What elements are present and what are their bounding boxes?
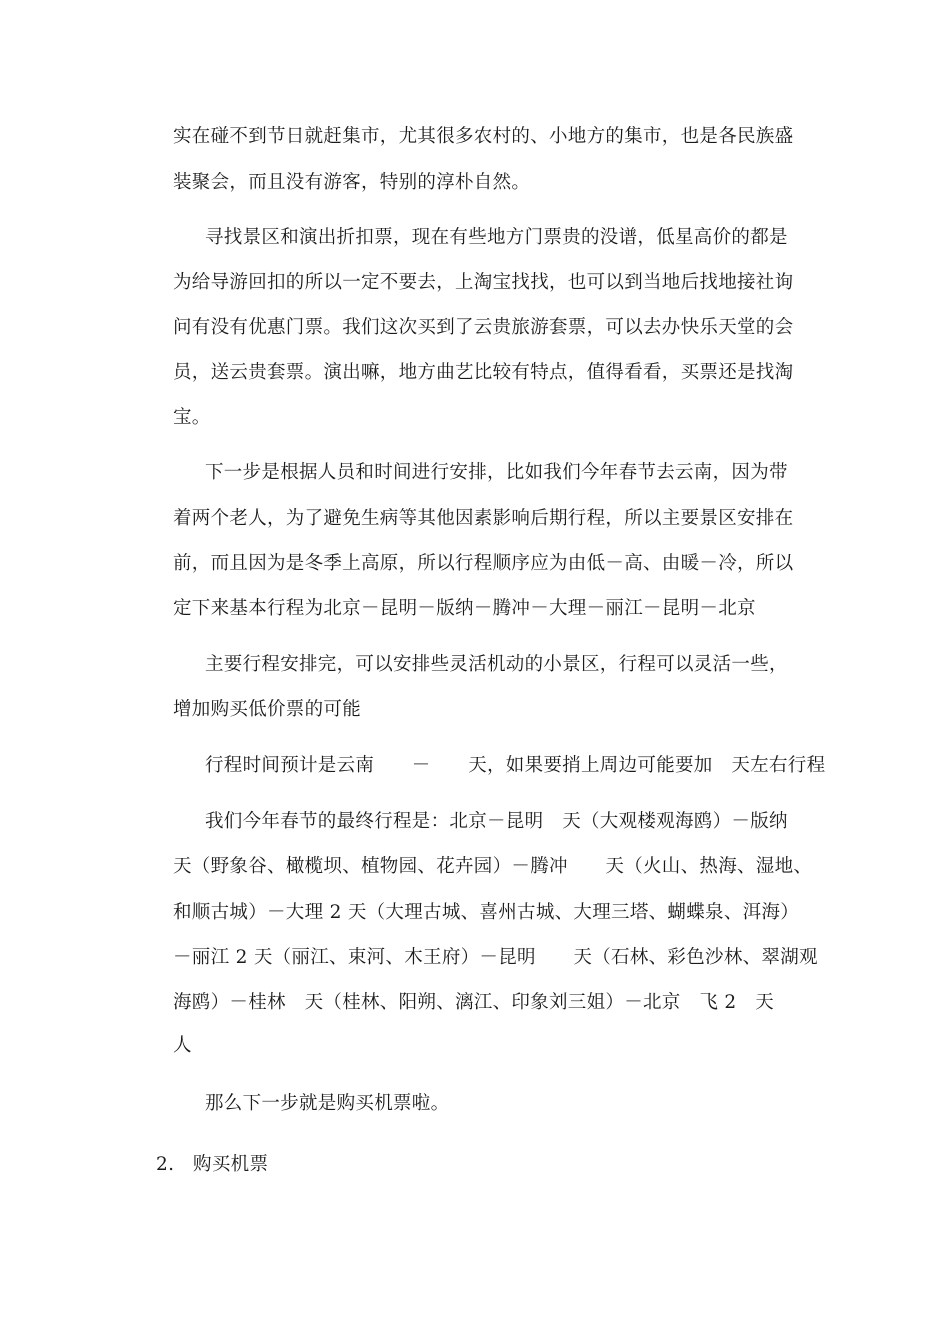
section-heading: 2. 购买机票 — [156, 1154, 269, 1175]
paragraph-line: 装聚会，而且没有游客，特别的淳朴自然。 — [173, 172, 531, 193]
paragraph-line: 天（野象谷、橄榄坝、植物园、花卉园）－腾冲 天（火山、热海、湿地、 — [173, 856, 813, 877]
paragraph-line: 行程时间预计是云南 － 天，如果要捎上周边可能要加 天左右行程 — [205, 755, 826, 776]
paragraph-line: 前，而且因为是冬季上高原，所以行程顺序应为由低－高、由暖－冷，所以 — [173, 553, 794, 574]
paragraph-line: 我们今年春节的最终行程是：北京－昆明 天（大观楼观海鸥）－版纳 — [205, 811, 788, 832]
paragraph-line: 员，送云贵套票。演出嘛，地方曲艺比较有特点，值得看看，买票还是找淘 — [173, 362, 794, 383]
paragraph-line: 增加购买低价票的可能 — [173, 699, 362, 720]
paragraph-line: 海鸥）－桂林 天（桂林、阳朔、漓江、印象刘三姐）－北京 飞 2 天 — [173, 992, 775, 1013]
paragraph-line: －丽江 2 天（丽江、束河、木王府）－昆明 天（石林、彩色沙林、翠湖观 — [173, 947, 818, 968]
paragraph-line: 着两个老人，为了避免生病等其他因素影响后期行程，所以主要景区安排在 — [173, 508, 794, 529]
paragraph-line: 问有没有优惠门票。我们这次买到了云贵旅游套票，可以去办快乐天堂的会 — [173, 317, 794, 338]
paragraph-line: 为给导游回扣的所以一定不要去，上淘宝找找，也可以到当地后找地接社询 — [173, 272, 794, 293]
paragraph-line: 宝。 — [173, 407, 211, 428]
paragraph-line: 人 — [173, 1035, 192, 1056]
paragraph-line: 定下来基本行程为北京－昆明－版纳－腾冲－大理－丽江－昆明－北京 — [173, 598, 756, 619]
paragraph-line: 寻找景区和演出折扣票，现在有些地方门票贵的没谱，低星高价的都是 — [205, 227, 788, 248]
paragraph-line: 下一步是根据人员和时间进行安排，比如我们今年春节去云南，因为带 — [205, 462, 788, 483]
paragraph-line: 和顺古城）－大理 2 天（大理古城、喜州古城、大理三塔、蝴蝶泉、洱海） — [173, 902, 800, 923]
paragraph-line: 那么下一步就是购买机票啦。 — [205, 1093, 450, 1114]
paragraph-line: 主要行程安排完，可以安排些灵活机动的小景区，行程可以灵活一些， — [205, 654, 788, 675]
paragraph-line: 实在碰不到节日就赶集市，尤其很多农村的、小地方的集市，也是各民族盛 — [173, 126, 794, 147]
